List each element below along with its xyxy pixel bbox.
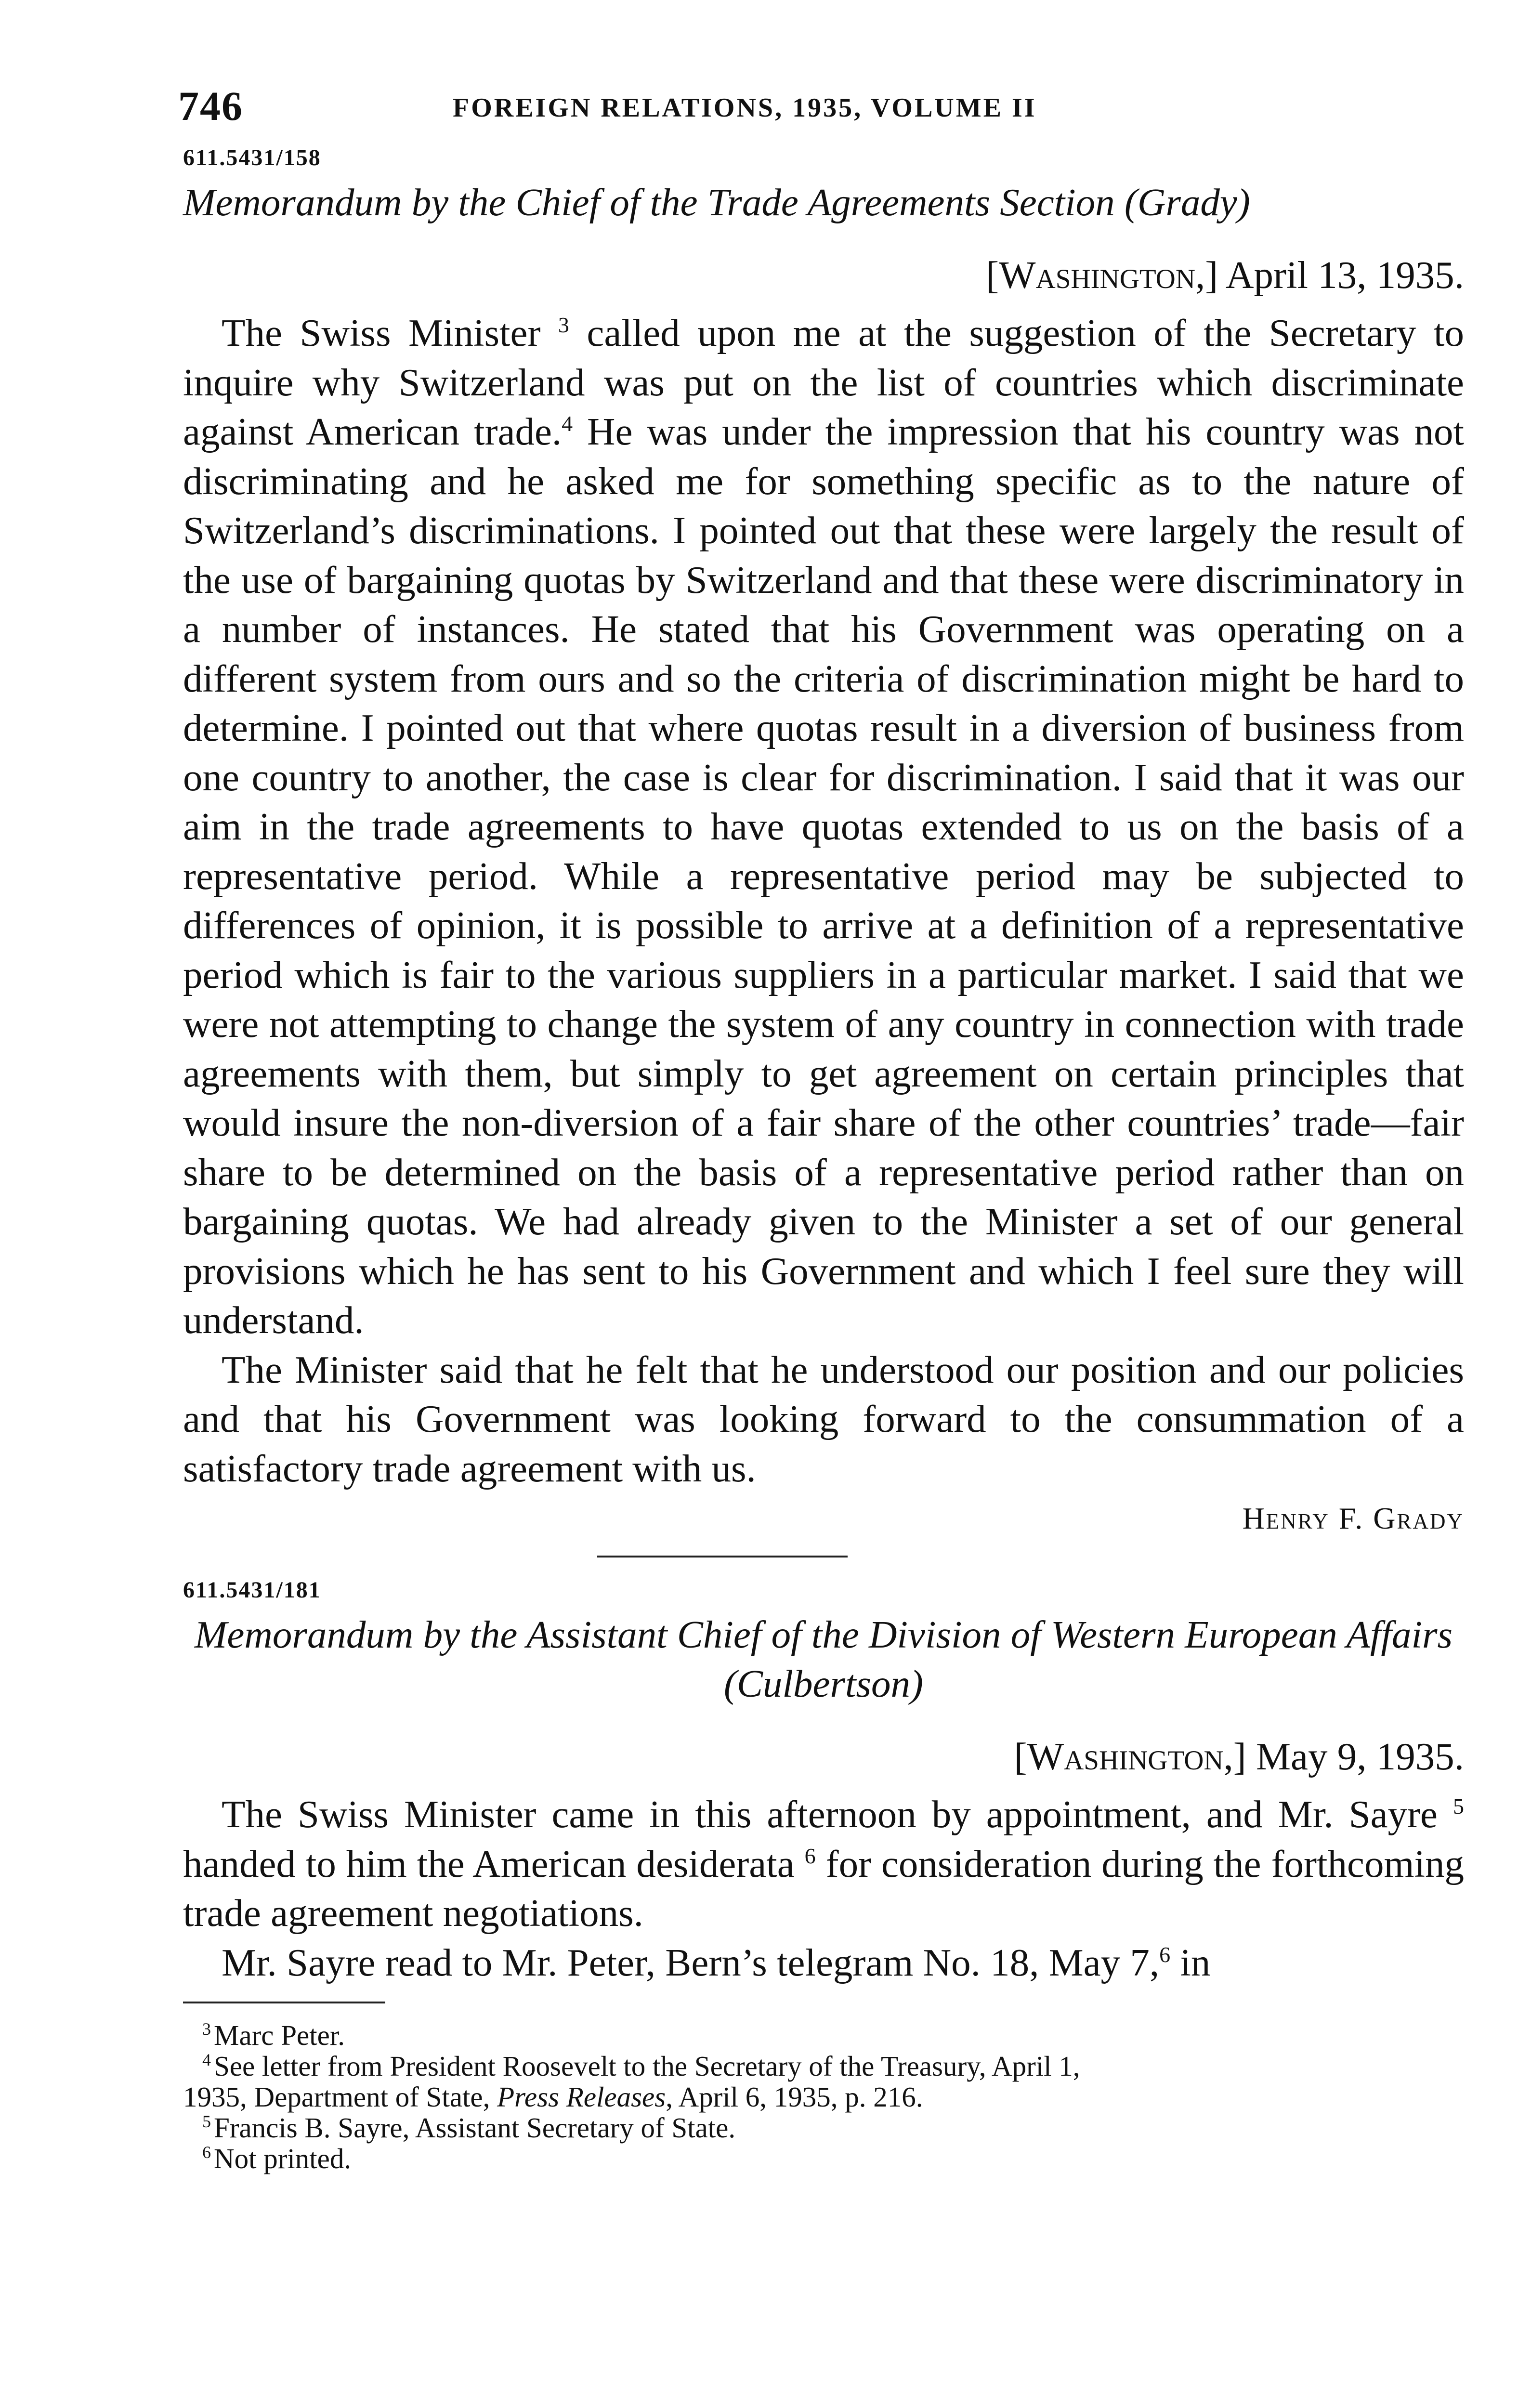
footnote-mark: 4 [202,2050,211,2070]
footnote [183,2112,1464,2143]
memo-title: Memorandum by the Assistant Chief of the Division of Western European Affairs (Culbertson) [194,1613,1453,1705]
footnote-text: Marc Peter. [214,2019,345,2051]
page-number: 746 [178,83,243,129]
paragraph-text: Mr. Sayre read to Mr. Peter, Bern’s telegram No. 18, May 7, [222,1940,1160,1984]
paragraph-text: The Swiss Minister [222,311,541,354]
memo-paragraph [183,1938,1464,1988]
footnote-italic: Press Releases [497,2081,666,2113]
footnote-ref: 6 [804,1843,816,1868]
footnote-divider [183,2002,385,2003]
file-number: 611.5431/181 [183,1577,321,1603]
running-head: FOREIGN RELATIONS, 1935, VOLUME II [453,93,1037,123]
paragraph-text: in [1180,1940,1211,1984]
dateline-date: April 13, 1935. [1226,253,1464,297]
footnotes [183,2020,1464,2174]
footnote-ref: 4 [562,411,573,436]
footnote [183,2020,1464,2051]
memo-culbertson [183,1577,1464,1987]
footnote-ref: 6 [1159,1942,1171,1967]
footnote [183,2143,1464,2174]
footnote-ref: 5 [1453,1794,1465,1819]
dateline-date: May 9, 1935. [1256,1735,1464,1778]
footnote-text: Francis B. Sayre, Assistant Secretary of State. [214,2112,736,2144]
footnote-ref: 3 [558,313,569,337]
paragraph-text: He was under the impression that his country was not discriminating and he asked me for something specific as to the nature of Switzerland’s discriminations. I pointed out that these were largely the result of the use of bargaining quotas by Switzerland and that these were discriminatory in a number of instances. He stated that his Government was operating on a different system from ours and so the criteria of discrimination might be hard to determine. I pointed out that where quotas result in a diversion of business from one country to another, the case is clear for discrimination. I said that it was our aim in the trade agreements to have quotas extended to us on the basis of a representative period. While a representative period may be subjected to differences of opinion, it is possible to arrive at a definition of a representative period which is fair to the various suppliers in a particular market. I said that we were not attempting to change the system of any country in connection with trade agreements with them, but simply to get agreement on certain principles that would insure the non-diversion of a fair share of the other countries’ trade—fair share to be determined on the basis of a representative period rather than on bargaining quotas. We had already given to the Minister a set of our general provisions which he has sent to his Government and which I feel sure they will understand. [183,410,1465,1342]
footnote-mark: 6 [202,2143,211,2162]
paragraph-text: handed to him the American desiderata [183,1842,795,1885]
memo-paragraph: The Minister said that he felt that he understood our position and our policies and that his Government was looking forward to the consummation of a satisfactory trade agreement with us. [183,1348,1464,1490]
footnote-mark: 3 [202,2019,211,2039]
footnote-continuation [183,2081,1464,2112]
dateline [183,253,1464,298]
paragraph-text: The Swiss Minister came in this afternoon by appointment, and Mr. Sayre [222,1793,1438,1836]
section-divider [597,1556,848,1557]
footnote-text: , April 6, 1935, p. 216. [666,2081,923,2113]
footnote [183,2051,1464,2081]
signature: Henry F. Grady [1242,1501,1464,1535]
dateline-place: [Washington,] [1014,1735,1246,1778]
footnote-text: Not printed. [214,2143,352,2174]
file-number: 611.5431/158 [183,145,321,170]
footnote-mark: 5 [202,2112,211,2132]
document-page [178,72,1465,2174]
memo-grady [183,144,1464,1536]
footnote-text: See letter from President Roosevelt to the Secretary of the Treasury, April 1, [214,2050,1080,2082]
paragraph-text: called upon me at the suggestion of the Secretary to inquire why Switzerland was put on the list of countries which discriminate against American trade. [183,311,1465,453]
dateline [183,1734,1464,1779]
memo-title: Memorandum by the Chief of the Trade Agreements Section (Grady) [183,181,1250,224]
memo-paragraph [183,308,1464,1345]
dateline-place: [Washington,] [986,253,1218,297]
paragraph-text: for consideration during the forthcoming trade agreement negotiations. [183,1842,1464,1935]
memo-paragraph [183,1790,1464,1938]
page-header [178,72,1464,140]
footnote-text: 1935, Department of State, [183,2081,490,2113]
